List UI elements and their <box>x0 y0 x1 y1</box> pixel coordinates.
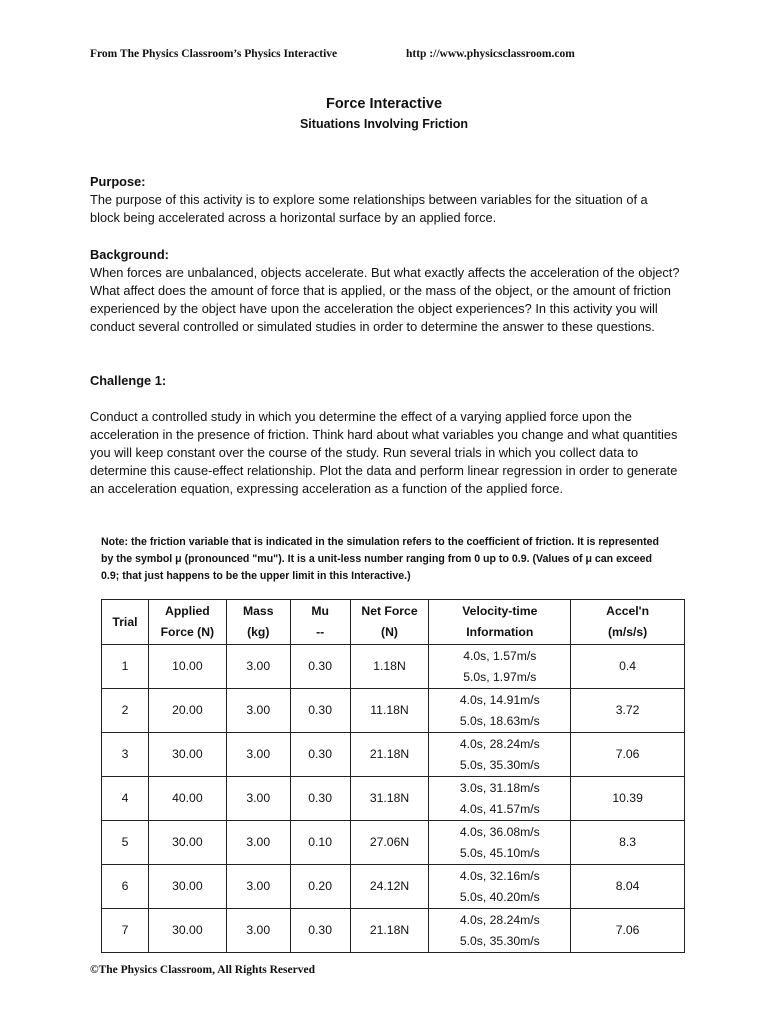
table-row <box>102 777 685 821</box>
table-header-row <box>102 600 685 645</box>
cell-net-force: 27.06N <box>350 821 429 865</box>
challenge-text: Conduct a controlled study in which you determine the effect of a varying applied force upon the acceleration in the presence of friction. Think hard about what variables you change and what quantities you will keep constant over the course of the study. Run several trials in which you collect data to determine this cause-effect relationship. Plot the data and perform linear regression in order to generate an acceleration equation, expressing acceleration as a function of the applied force. <box>90 409 678 496</box>
cell-force: 10.00 <box>148 645 226 689</box>
cell-net-force: 21.18N <box>350 733 429 777</box>
table-row <box>102 733 685 777</box>
header-velocity-time: Velocity-time Information <box>429 600 571 645</box>
table-row <box>102 909 685 953</box>
purpose-text: The purpose of this activity is to explore some relationships between variables for the situation of a block being accelerated across a horizontal surface by an applied force. <box>90 192 648 225</box>
cell-velocity-time: 4.0s, 32.16m/s 5.0s, 40.20m/s <box>429 865 571 909</box>
cell-mu: 0.20 <box>290 865 350 909</box>
cell-velocity-time: 4.0s, 1.57m/s 5.0s, 1.97m/s <box>429 645 571 689</box>
header-url: http ://www.physicsclassroom.com <box>406 48 575 60</box>
cell-force: 40.00 <box>148 777 226 821</box>
purpose-section <box>90 173 680 227</box>
cell-mass: 3.00 <box>226 689 290 733</box>
purpose-heading: Purpose: <box>90 174 146 189</box>
cell-velocity-time: 4.0s, 28.24m/s 5.0s, 35.30m/s <box>429 733 571 777</box>
cell-mu: 0.30 <box>290 689 350 733</box>
header-trial: Trial <box>102 600 149 645</box>
cell-trial: 4 <box>102 777 149 821</box>
cell-force: 30.00 <box>148 733 226 777</box>
cell-velocity-time: 4.0s, 14.91m/s 5.0s, 18.63m/s <box>429 689 571 733</box>
cell-trial: 6 <box>102 865 149 909</box>
cell-mu: 0.30 <box>290 909 350 953</box>
cell-force: 30.00 <box>148 821 226 865</box>
cell-trial: 3 <box>102 733 149 777</box>
friction-note: Note: the friction variable that is indicated in the simulation refers to the coefficient of friction. It is represented by the symbol μ (pronounced "mu"). It is a unit-less number ranging from 0 up to 0.9. (Values of μ can exceed 0.9; that just happens to be the upper limit in this Interactive.) <box>101 536 660 582</box>
copyright-footer: ©The Physics Classroom, All Rights Reserved <box>90 964 315 976</box>
cell-force: 30.00 <box>148 909 226 953</box>
cell-velocity-time: 4.0s, 28.24m/s 5.0s, 35.30m/s <box>429 909 571 953</box>
cell-mu: 0.30 <box>290 645 350 689</box>
cell-mass: 3.00 <box>226 865 290 909</box>
cell-net-force: 1.18N <box>350 645 429 689</box>
cell-mu: 0.30 <box>290 733 350 777</box>
cell-mu: 0.10 <box>290 821 350 865</box>
cell-acceleration: 10.39 <box>571 777 685 821</box>
cell-trial: 2 <box>102 689 149 733</box>
table-row <box>102 821 685 865</box>
header-mu: Mu -- <box>290 600 350 645</box>
header-applied-force: Applied Force (N) <box>148 600 226 645</box>
table-row <box>102 865 685 909</box>
header-source: From The Physics Classroom’s Physics Interactive <box>90 48 338 60</box>
document-subtitle: Situations Involving Friction <box>299 117 469 131</box>
cell-mu: 0.30 <box>290 777 350 821</box>
data-table <box>101 599 685 953</box>
header-acceleration: Accel'n (m/s/s) <box>571 600 685 645</box>
header-mass: Mass (kg) <box>226 600 290 645</box>
background-text: When forces are unbalanced, objects accelerate. But what exactly affects the acceleration of the object? What affect does the amount of force that is applied, or the mass of the object, or the amount of friction experienced by the object have upon the acceleration the object experiences? In this activity you will conduct several controlled or simulated studies in order to determine the answer to these questions. <box>90 265 680 334</box>
cell-force: 20.00 <box>148 689 226 733</box>
document-title: Force Interactive <box>325 96 443 112</box>
cell-acceleration: 0.4 <box>571 645 685 689</box>
cell-acceleration: 7.06 <box>571 909 685 953</box>
cell-net-force: 24.12N <box>350 865 429 909</box>
cell-net-force: 31.18N <box>350 777 429 821</box>
cell-acceleration: 8.3 <box>571 821 685 865</box>
table-row <box>102 689 685 733</box>
cell-mass: 3.00 <box>226 777 290 821</box>
background-heading: Background: <box>90 247 169 262</box>
cell-net-force: 11.18N <box>350 689 429 733</box>
cell-trial: 1 <box>102 645 149 689</box>
cell-acceleration: 7.06 <box>571 733 685 777</box>
cell-acceleration: 3.72 <box>571 689 685 733</box>
background-section <box>90 246 680 336</box>
challenge-heading: Challenge 1: <box>90 373 167 388</box>
header-net-force: Net Force (N) <box>350 600 429 645</box>
cell-acceleration: 8.04 <box>571 865 685 909</box>
cell-net-force: 21.18N <box>350 909 429 953</box>
cell-mass: 3.00 <box>226 733 290 777</box>
cell-velocity-time: 4.0s, 36.08m/s 5.0s, 45.10m/s <box>429 821 571 865</box>
table-row <box>102 645 685 689</box>
cell-mass: 3.00 <box>226 909 290 953</box>
cell-mass: 3.00 <box>226 645 290 689</box>
cell-velocity-time: 3.0s, 31.18m/s 4.0s, 41.57m/s <box>429 777 571 821</box>
cell-force: 30.00 <box>148 865 226 909</box>
cell-mass: 3.00 <box>226 821 290 865</box>
cell-trial: 5 <box>102 821 149 865</box>
cell-trial: 7 <box>102 909 149 953</box>
